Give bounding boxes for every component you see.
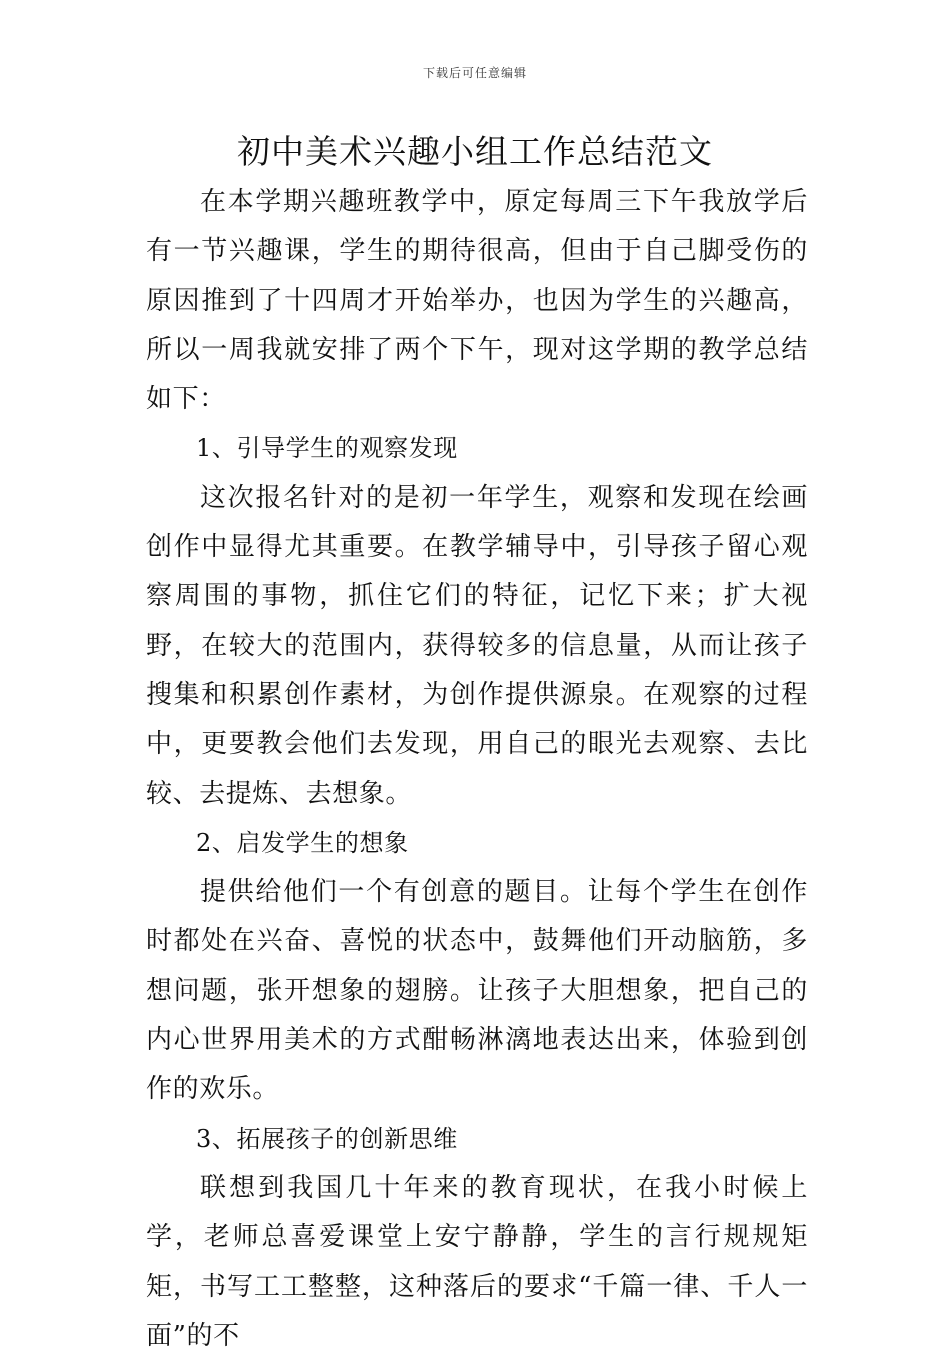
section-heading-1: 1、引导学生的观察发现 <box>196 434 458 463</box>
header-note: 下载后可任意编辑 <box>422 66 527 80</box>
document-body <box>146 178 808 1361</box>
document-title: 初中美术兴趣小组工作总结范文 <box>237 132 713 171</box>
section-heading-2: 2、启发学生的想象 <box>196 828 409 857</box>
paragraph-observation: 这次报名针对的是初一年学生，观察和发现在绘画创作中显得尤其重要。在教学辅导中，引导孩子留心观察周围的事物，抓住它们的特征，记忆下来；扩大视野，在较大的范围内，获得较多的信息量，从而让孩子搜集和积累创作素材，为创作提供源泉。在观察的过程中，更要教会他们去发现，用自己的眼光去观察、去比较、去提炼、去想象。 <box>146 482 808 809</box>
section-heading-3: 3、拓展孩子的创新思维 <box>196 1124 458 1153</box>
paragraph-intro: 在本学期兴趣班教学中，原定每周三下午我放学后有一节兴趣课，学生的期待很高，但由于自己脚受伤的原因推到了十四周才开始举办，也因为学生的兴趣高，所以一周我就安排了两个下午，现对这学期的教学总结如下： <box>146 187 808 415</box>
paragraph-innovation: 联想到我国几十年来的教育现状，在我小时候上学，老师总喜爱课堂上安宁静静，学生的言行规规矩矩，书写工工整整，这种落后的要求“千篇一律、千人一面”的不 <box>146 1172 808 1351</box>
paragraph-imagination: 提供给他们一个有创意的题目。让每个学生在创作时都处在兴奋、喜悦的状态中，鼓舞他们开动脑筋，多想问题，张开想象的翅膀。让孩子大胆想象，把自己的内心世界用美术的方式酣畅淋漓地表达出来，体验到创作的欢乐。 <box>146 877 808 1105</box>
